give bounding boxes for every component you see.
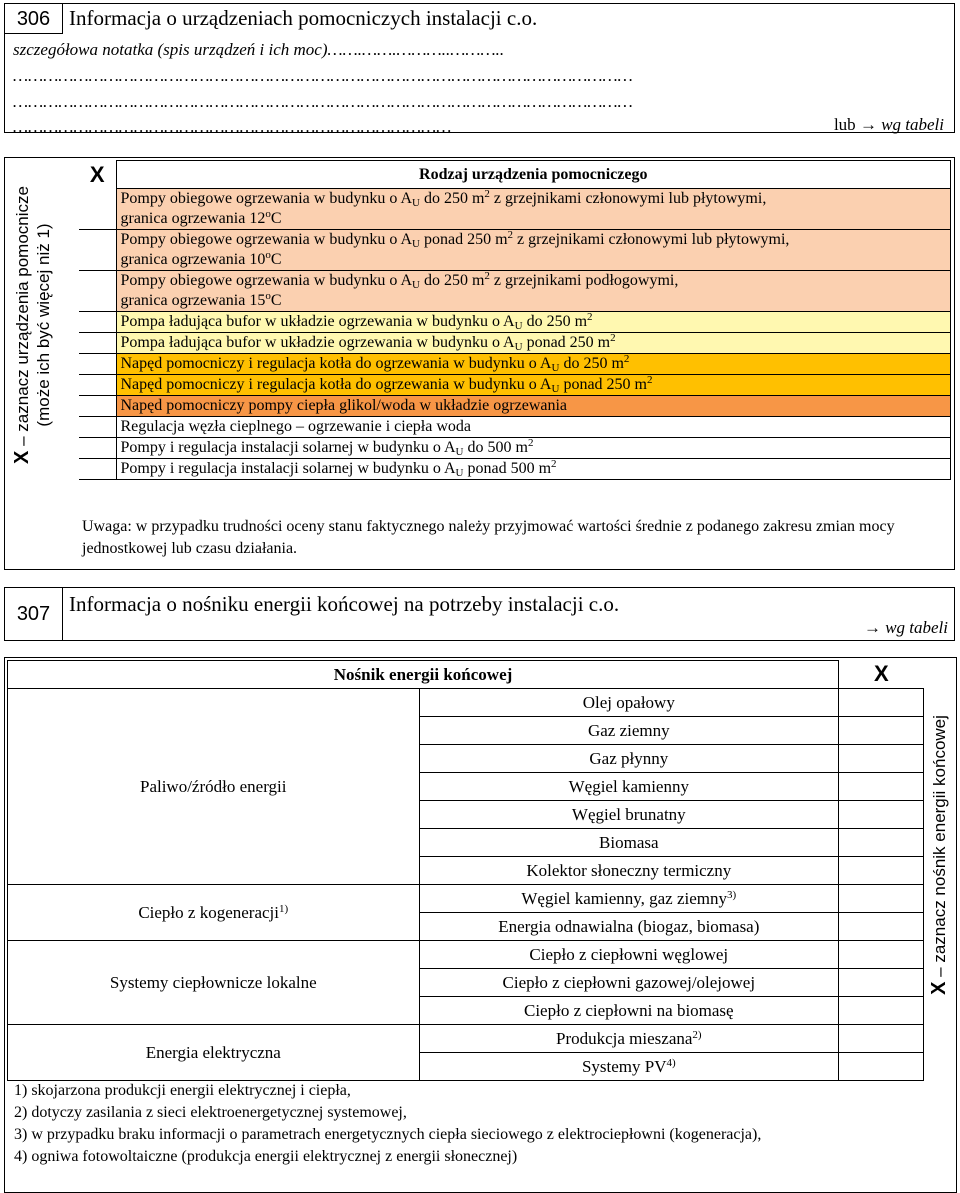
section-title: Informacja o urządzeniach pomocniczych instalacji c.o.: [69, 6, 538, 30]
label-text: do 250 m: [522, 313, 588, 330]
label-text: Pompy obiegowe ogrzewania w budynku o A: [120, 231, 413, 248]
superscript: 2: [484, 188, 490, 200]
arrow-right-icon: →: [863, 618, 886, 637]
mark-column-header: X: [873, 661, 889, 687]
mark-checkbox[interactable]: [839, 717, 924, 745]
superscript: 3): [727, 888, 737, 901]
vertical-line-2: (może ich być więcej niż 1): [34, 223, 53, 427]
footnote: 2) dotyczy zasilania z sieci elektroenergetycznej systemowej,: [14, 1104, 407, 1121]
vertical-text: zaznacz nośnik energii końcowej: [930, 715, 949, 963]
carrier-label: Energia odnawialna (biogaz, biomasa): [498, 916, 760, 936]
label-text: Pompy i regulacja instalacji solarnej w budynku o A: [120, 439, 456, 456]
carrier-label: Gaz płynny: [589, 748, 669, 768]
carrier-label: Ciepło z ciepłowni na biomasę: [523, 1000, 734, 1020]
carrier-item: [419, 689, 839, 717]
dotted-line[interactable]: ……………………………………………………………………………………………………………: [13, 66, 633, 85]
mark-checkbox[interactable]: [839, 773, 924, 801]
mark-checkbox[interactable]: [79, 459, 116, 480]
mark-checkbox[interactable]: [839, 941, 924, 969]
label-text: C: [270, 210, 282, 227]
carrier-label: Biomasa: [599, 832, 659, 852]
detail-note-line[interactable]: szczegółowa notatka (spis urządzeń i ich moc)…….…….………..………..: [13, 40, 505, 59]
wg-tabeli-label: wg tabeli: [881, 115, 944, 134]
x-mark-label: X: [928, 981, 950, 995]
table-row: [79, 459, 951, 480]
table-row: [79, 189, 951, 230]
wg-tabeli: [864, 618, 948, 638]
mark-checkbox[interactable]: [839, 997, 924, 1025]
superscript: o: [265, 208, 271, 220]
carrier-label: Gaz ziemny: [587, 720, 670, 740]
device-label: [116, 459, 951, 480]
vertical-instruction: X – zaznacz nośnik energii końcowej: [928, 715, 950, 995]
mark-checkbox[interactable]: [839, 689, 924, 717]
superscript: 2: [507, 229, 514, 241]
superscript: 1): [279, 902, 289, 915]
label-text: C: [270, 292, 282, 309]
mark-checkbox[interactable]: [839, 745, 924, 773]
carrier-item: [419, 801, 839, 829]
carrier-label: Kolektor słoneczny termiczny: [526, 860, 732, 880]
category-label: Paliwo/źródło energii: [139, 776, 287, 796]
carrier-item: [419, 717, 839, 745]
carrier-item: [419, 1053, 839, 1081]
label-text: Pompy obiegowe ogrzewania w budynku o A: [120, 272, 413, 289]
table-row: [8, 885, 924, 913]
label-text: Pompa ładująca bufor w układzie ogrzewania w budynku o A: [120, 313, 515, 330]
carrier-label: Ciepło z ciepłowni węglowej: [529, 944, 729, 964]
table-row: [8, 689, 924, 717]
table-header-row: [8, 661, 924, 689]
subscript: U: [412, 238, 420, 250]
mark-checkbox[interactable]: [79, 438, 116, 459]
carrier-item: [419, 857, 839, 885]
subscript: U: [551, 383, 560, 395]
vertical-line-1: zaznacz urządzenia pomocnicze: [13, 186, 32, 432]
table-row: [79, 396, 951, 417]
dotted-line[interactable]: ……………………………………………………………………………: [13, 117, 452, 136]
carrier-item: [419, 745, 839, 773]
label-text: Napęd pomocniczy i regulacja kotła do ogrzewania w budynku o A: [120, 376, 552, 393]
footnotes: [14, 1080, 914, 1168]
device-label: [116, 271, 951, 312]
label-text: granica ogrzewania 12: [120, 210, 266, 227]
superscript: 4): [666, 1056, 676, 1069]
carrier-label: Olej opałowy: [582, 692, 675, 712]
mark-checkbox[interactable]: [79, 230, 116, 271]
category-label: Ciepło z kogeneracji: [138, 902, 279, 922]
table-row: [79, 230, 951, 271]
subscript: U: [455, 467, 464, 479]
subscript: U: [514, 320, 523, 332]
carrier-label: Węgiel kamienny: [568, 776, 689, 796]
mark-checkbox[interactable]: [839, 885, 924, 913]
table-header: Rodzaj urządzenia pomocniczego: [116, 161, 951, 189]
mark-column-header: X: [89, 161, 105, 187]
energy-carrier-table: [7, 660, 924, 1081]
label-text: z grzejnikami członowymi lub płytowymi,: [513, 231, 790, 248]
mark-checkbox[interactable]: [79, 396, 116, 417]
label-text: Pompy i regulacja instalacji solarnej w budynku o A: [120, 460, 456, 477]
section-number: 307: [5, 588, 63, 640]
mark-checkbox[interactable]: [839, 969, 924, 997]
mark-checkbox[interactable]: [839, 913, 924, 941]
table-row: [79, 354, 951, 375]
superscript: 2: [646, 374, 653, 386]
label-text: do 250 m: [559, 355, 624, 372]
subscript: U: [455, 446, 464, 458]
device-label: [116, 438, 951, 459]
label-text: C: [270, 251, 282, 268]
carrier-label: Węgiel brunatny: [571, 804, 686, 824]
device-label: [116, 375, 951, 396]
table-row: [79, 312, 951, 333]
arrow-right-icon: →: [859, 115, 882, 134]
device-label: [116, 396, 951, 417]
subscript: U: [412, 197, 420, 209]
carrier-label: Systemy PV: [581, 1056, 667, 1076]
dotted-line[interactable]: ……………………………………………………………………………………………………………: [13, 92, 633, 111]
carrier-item: [419, 773, 839, 801]
label-text: do 500 m: [463, 439, 528, 456]
carrier-item: [419, 969, 839, 997]
superscript: 2: [484, 270, 490, 282]
vertical-instruction: X – zaznacz urządzenia pomocnicze (może ich być więcej niż 1): [12, 160, 72, 490]
label-text: ponad 500 m: [463, 460, 552, 477]
device-label: [116, 312, 951, 333]
table-row: [79, 271, 951, 312]
label-text: z grzejnikami podłogowymi,: [489, 272, 679, 289]
superscript: 2: [587, 311, 593, 323]
carrier-item: [419, 941, 839, 969]
carrier-label: Ciepło z ciepłowni gazowej/olejowej: [502, 972, 756, 992]
subscript: U: [412, 279, 420, 291]
superscript: 2: [610, 332, 616, 344]
label-text: Pompy obiegowe ogrzewania w budynku o A: [120, 190, 413, 207]
label-text: ponad 250 m: [419, 231, 508, 248]
x-mark-label: X: [11, 450, 33, 464]
table-row: [8, 1025, 924, 1053]
mark-checkbox[interactable]: [79, 354, 116, 375]
mark-checkbox[interactable]: [79, 417, 116, 438]
label-text: z grzejnikami członowymi lub płytowymi,: [489, 190, 767, 207]
superscript: 2): [692, 1028, 702, 1041]
label-text: Regulacja węzła cieplnego – ogrzewanie i ciepła woda: [120, 418, 471, 435]
section-title: Informacja o nośniku energii końcowej na potrzeby instalacji c.o.: [69, 592, 620, 616]
note: Uwaga: w przypadku trudności oceny stanu faktycznego należy przyjmować wartości średnie z podanego zakresu zmian mocy jednostkowej lub czasu działania.: [82, 518, 895, 557]
label-text: Napęd pomocniczy pompy ciepła glikol/woda w układzie ogrzewania: [120, 397, 568, 414]
table-header-row: [79, 161, 951, 189]
label-text: ponad 250 m: [559, 376, 647, 393]
label-text: granica ogrzewania 15: [120, 292, 266, 309]
table-header: Nośnik energii końcowej: [8, 661, 839, 689]
subscript: U: [551, 362, 560, 374]
category-cell: [8, 689, 420, 885]
mark-checkbox[interactable]: [839, 801, 924, 829]
superscript: 2: [527, 437, 534, 449]
category-cell: [8, 885, 420, 941]
device-label: [116, 333, 951, 354]
footnote: 1) skojarzona produkcji energii elektrycznej i ciepła,: [14, 1082, 351, 1099]
table-row: [79, 438, 951, 459]
device-label: [116, 417, 951, 438]
carrier-label: Produkcja mieszana: [555, 1028, 693, 1048]
carrier-item: [419, 913, 839, 941]
superscript: o: [265, 290, 271, 302]
mark-checkbox[interactable]: [79, 375, 116, 396]
table-row: [8, 941, 924, 969]
footnote: 4) ogniwa fotowoltaiczne (produkcja energii elektrycznej z energii słonecznej): [14, 1148, 518, 1165]
mark-checkbox[interactable]: [839, 857, 924, 885]
subscript: U: [514, 341, 523, 353]
category-label: Systemy ciepłownicze lokalne: [109, 972, 317, 992]
carrier-item: [419, 1025, 839, 1053]
mark-checkbox[interactable]: [839, 829, 924, 857]
device-label: [116, 230, 951, 271]
category-label: Energia elektryczna: [145, 1042, 281, 1062]
label-text: do 250 m: [419, 190, 485, 207]
mark-checkbox[interactable]: [839, 1053, 924, 1081]
label-text: ponad 250 m: [522, 334, 611, 351]
superscript: 2: [623, 353, 630, 365]
footnote: 3) w przypadku braku informacji o parametrach energetycznych ciepła sieciowego z elektrociepłowni (kogeneracja),: [14, 1126, 762, 1143]
category-cell: [8, 941, 420, 1025]
section-306-header: [4, 3, 955, 136]
table-row: [79, 375, 951, 396]
table-row: [79, 417, 951, 438]
carrier-item: [419, 829, 839, 857]
device-label: [116, 189, 951, 230]
label-text: granica ogrzewania 10: [120, 251, 266, 268]
lub-label: lub: [833, 115, 856, 134]
mark-checkbox[interactable]: [79, 271, 116, 312]
auxiliary-devices-table: [79, 160, 951, 480]
device-label: [116, 354, 951, 375]
mark-checkbox[interactable]: [79, 312, 116, 333]
mark-checkbox[interactable]: [79, 189, 116, 230]
superscript: 2: [551, 458, 557, 470]
section-307-header: [4, 587, 955, 641]
carrier-item: [419, 885, 839, 913]
carrier-item: [419, 997, 839, 1025]
carrier-label: Węgiel kamienny, gaz ziemny: [521, 888, 728, 908]
mark-checkbox[interactable]: [839, 1025, 924, 1053]
wg-tabeli-label: wg tabeli: [885, 618, 948, 637]
label-text: Napęd pomocniczy i regulacja kotła do ogrzewania w budynku o A: [120, 355, 552, 372]
label-text: Pompa ładująca bufor w układzie ogrzewania w budynku o A: [120, 334, 515, 351]
lub-wg-tabeli: [834, 115, 944, 135]
category-cell: [8, 1025, 420, 1081]
mark-checkbox[interactable]: [79, 333, 116, 354]
table-row: [79, 333, 951, 354]
superscript: o: [265, 249, 271, 261]
label-text: do 250 m: [419, 272, 485, 289]
section-number: 306: [5, 4, 63, 34]
